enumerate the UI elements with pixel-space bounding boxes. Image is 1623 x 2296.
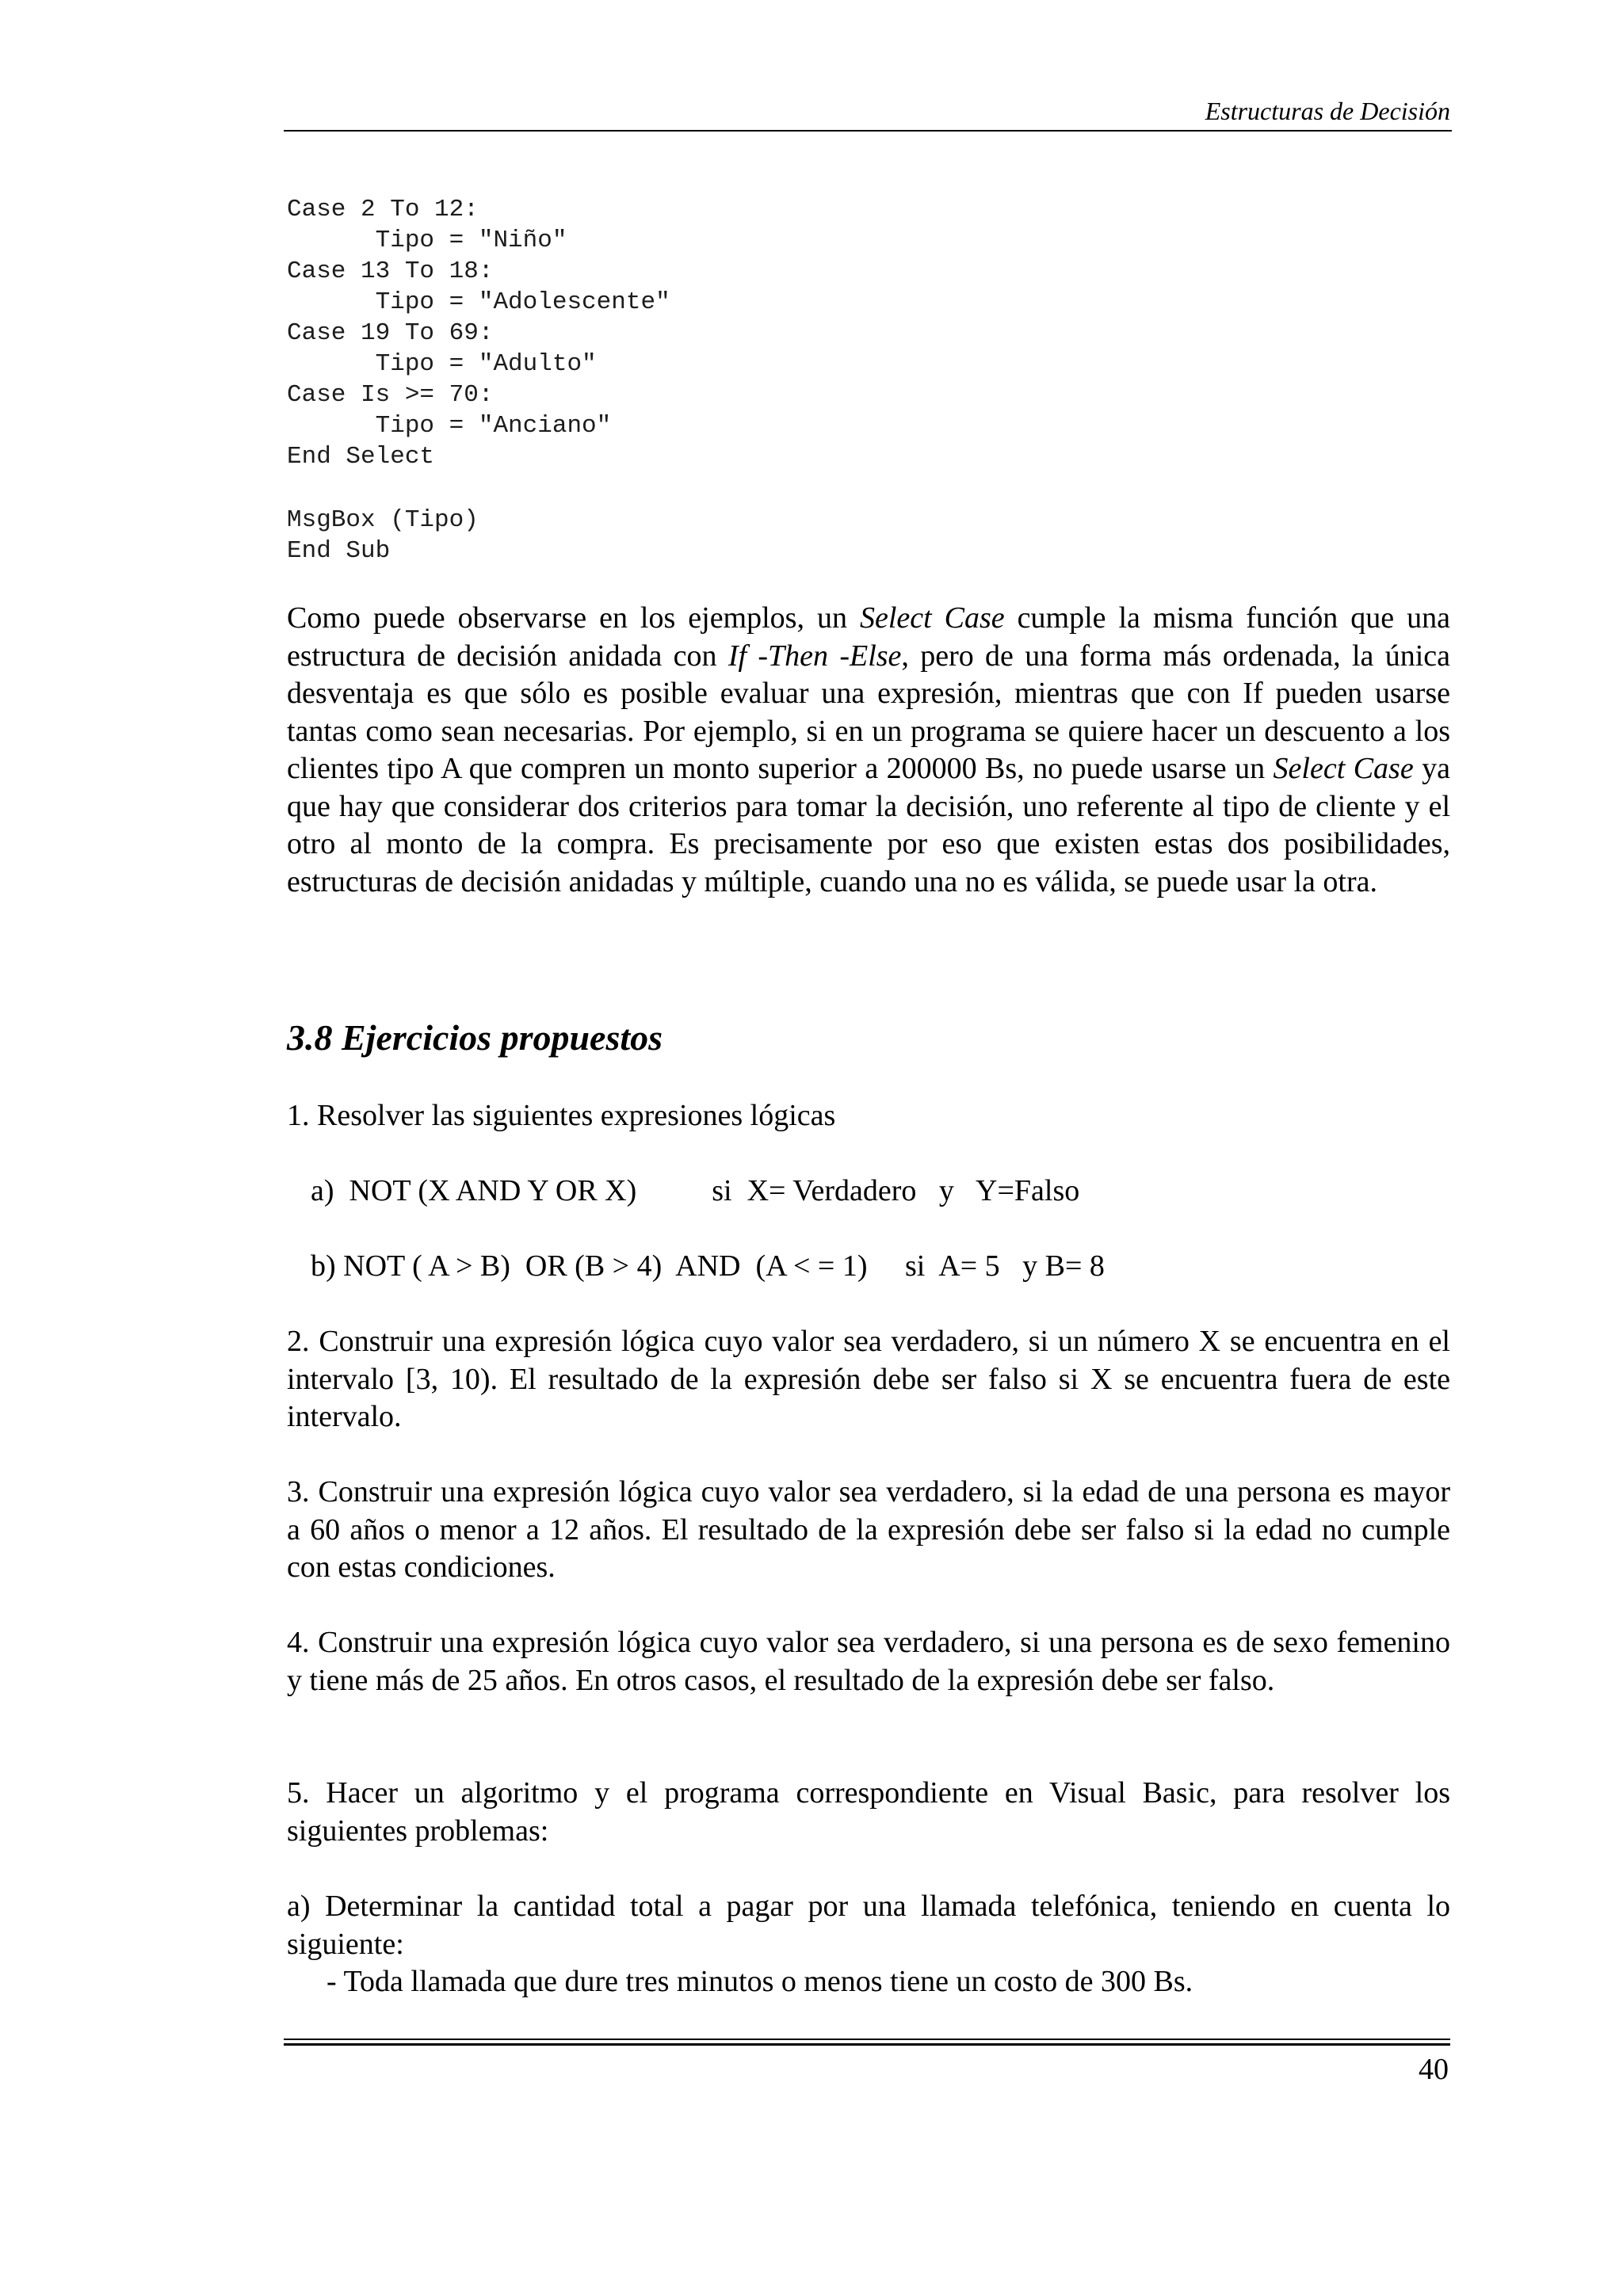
exercise-5-item-a-bullet: - Toda llamada que dure tres minutos o menos tiene un costo de 300 Bs. — [327, 1965, 1193, 1998]
header-rule — [284, 130, 1452, 132]
exercise-3: 3. Construir una expresión lógica cuyo valor sea verdadero, si la edad de una persona es mayor a 60 años o menor a 12 años. El resultado de la expresión debe ser falso si la edad no cumple con estas condiciones. — [287, 1475, 1450, 1584]
italic-term: Select Case — [1273, 752, 1414, 785]
paragraph-text: ya que hay que considerar dos criterios para tomar la decisión, uno referente al tipo de cliente y el otro al monto de la compra. Es precisamente por eso que existen estas dos posibilidades, estructuras de decisión anidadas y múltiple, cuando una no es válida, se puede usar la otra. — [287, 752, 1451, 898]
running-header: Estructuras de Decisión — [1205, 97, 1450, 125]
paragraph-text: cumple la misma función que una estructura de decisión anidada con — [287, 601, 1450, 673]
exercise-5: 5. Hacer un algoritmo y el programa correspondiente en Visual Basic, para resolver los siguientes problemas: — [287, 1776, 1450, 1848]
code-block-msgbox: MsgBox (Tipo) End Sub — [287, 506, 479, 565]
exercise-2: 2. Construir una expresión lógica cuyo valor sea verdadero, si un número X se encuentra en el intervalo [3, 10). El resultado de la expresión debe ser falso si X se encuentra fuera de este intervalo. — [287, 1325, 1450, 1433]
footer-rule — [284, 2039, 1450, 2040]
italic-term: If -Then -Else — [727, 639, 902, 673]
exercise-4: 4. Construir una expresión lógica cuyo valor sea verdadero, si una persona es de sexo femenino y tiene más de 25 años. En otros casos, el resultado de la expresión debe ser falso. — [287, 1626, 1450, 1697]
exercise-5-item-a: a) Determinar la cantidad total a pagar por una llamada telefónica, teniendo en cuenta lo siguiente: — [287, 1890, 1450, 1961]
paragraph-select-case-explanation — [287, 600, 1450, 901]
page-number: 40 — [1419, 2053, 1449, 2086]
exercise-1-item-a: a) NOT (X AND Y OR X) si X= Verdadero y Y=Falso — [311, 1174, 1080, 1207]
paragraph-text: , pero de una forma más ordenada, la única desventaja es que sólo es posible evaluar una expresión, mientras que con If pueden usarse tantas como sean necesarias. Por ejemplo, si en un programa se quiere hacer un descuento a los clientes tipo A que compren un monto superior a 200000 Bs, no puede usarse un — [287, 639, 1451, 785]
exercise-1-item-b: b) NOT ( A > B) OR (B > 4) AND (A < = 1) si A= 5 y B= 8 — [311, 1249, 1105, 1283]
italic-term: Select Case — [859, 601, 1005, 635]
exercise-1-text: 1. Resolver las siguientes expresiones lógicas — [287, 1099, 836, 1132]
footer-rule — [284, 2043, 1450, 2046]
code-block-select-case: Case 2 To 12: Tipo = "Niño" Case 13 To 18: Tipo = "Adolescente" Case 19 To 69: Tipo = "Adulto" Case Is >= 70: Tipo = "Anciano" End Select — [287, 196, 670, 471]
section-heading: 3.8 Ejercicios propuestos — [287, 1017, 663, 1058]
paragraph-text: Como puede observarse en los ejemplos, un — [287, 601, 860, 635]
